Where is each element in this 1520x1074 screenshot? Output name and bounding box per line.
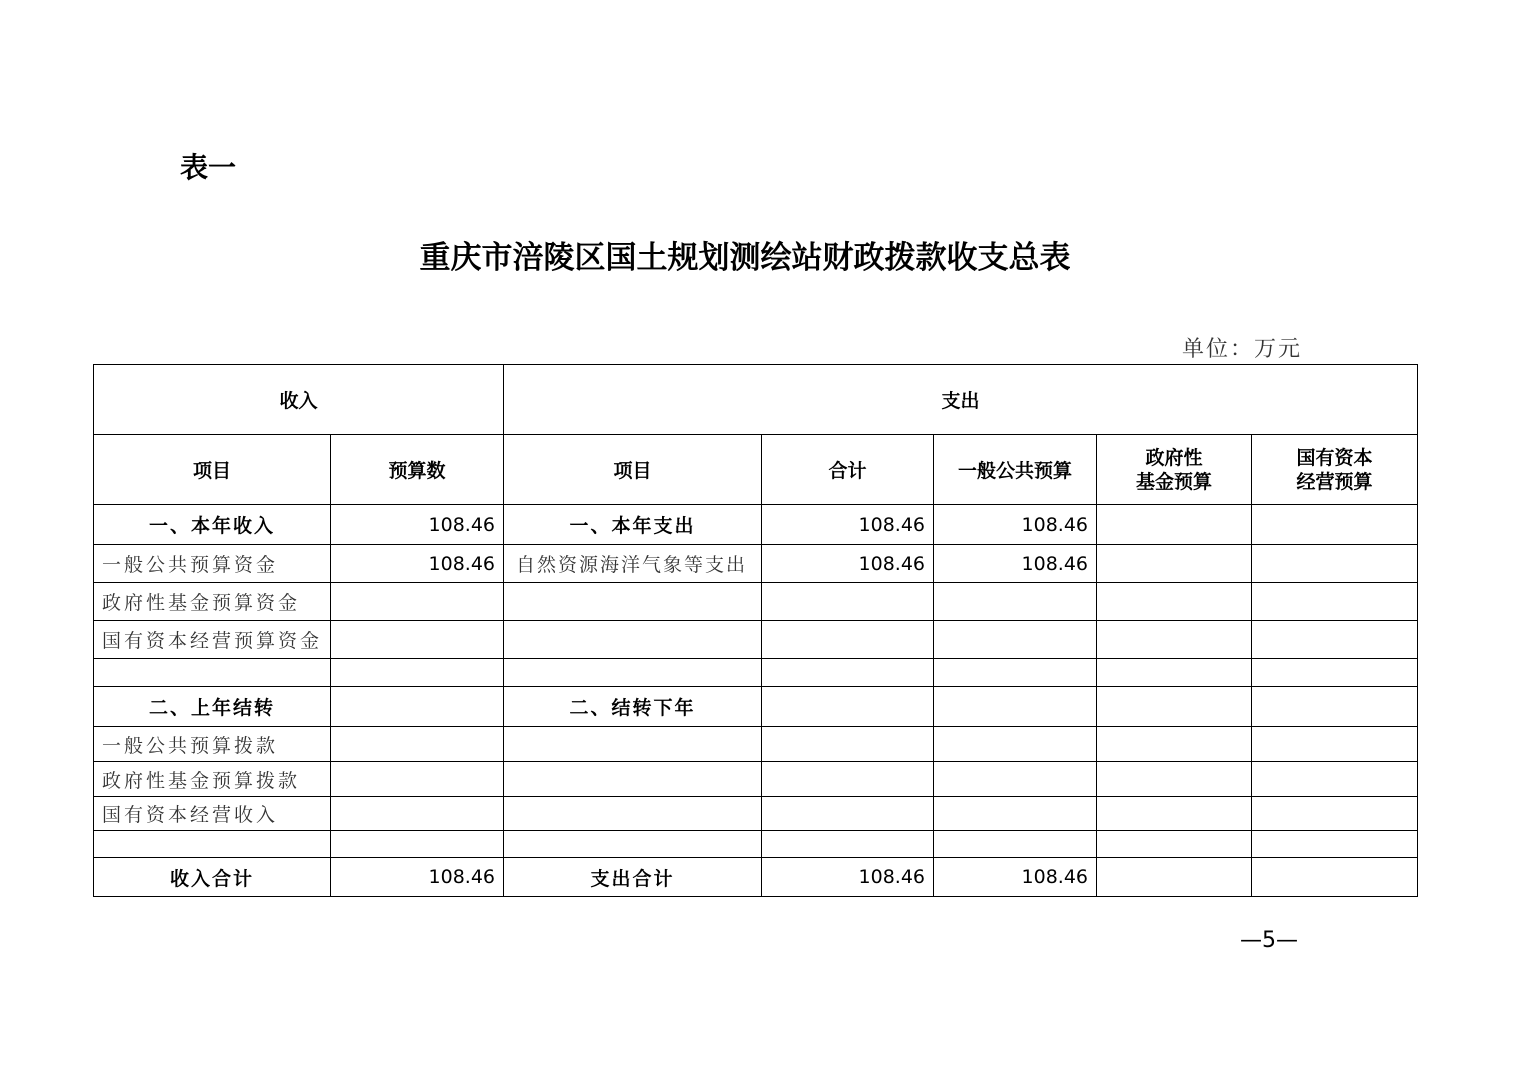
table-row [94,687,1418,727]
income-amount: 108.46 [331,505,504,545]
totals-row [94,858,1418,897]
income-amount [331,762,504,797]
income-total-amount: 108.46 [331,858,504,897]
expense-gov-fund [1097,583,1252,621]
expense-total [762,621,934,659]
expense-gov-fund [1097,727,1252,762]
col-header-total: 合计 [762,435,934,505]
expense-general [934,583,1097,621]
income-item: 一般公共预算拨款 [94,727,331,762]
expense-state-capital [1252,727,1418,762]
expense-general [934,687,1097,727]
income-item: 一、本年收入 [94,505,331,545]
expense-general [934,621,1097,659]
expense-item [504,727,762,762]
budget-summary-table [93,364,1418,897]
expense-gov-fund [1097,545,1252,583]
col-header-income-item: 项目 [94,435,331,505]
expense-state-capital [1252,505,1418,545]
expense-item: 自然资源海洋气象等支出 [504,545,762,583]
expense-gov-fund [1097,858,1252,897]
col-header-gov-fund [1097,435,1252,505]
table-row [94,659,1418,687]
income-item: 国有资本经营预算资金 [94,621,331,659]
income-amount [331,583,504,621]
expense-gov-fund [1097,659,1252,687]
unit-label: 单位：万元 [1182,337,1303,362]
expense-general: 108.46 [934,545,1097,583]
income-amount [331,659,504,687]
table-row [94,583,1418,621]
income-item [94,659,331,687]
income-header: 收入 [94,365,504,435]
income-item: 国有资本经营收入 [94,797,331,831]
expense-gov-fund [1097,687,1252,727]
expense-state-capital [1252,858,1418,897]
table-number-label: 表一 [180,151,237,184]
income-item: 政府性基金预算资金 [94,583,331,621]
table-row [94,505,1418,545]
expense-state-capital [1252,831,1418,858]
table-row [94,727,1418,762]
expense-gov-fund [1097,762,1252,797]
expense-total [762,687,934,727]
expense-gov-fund [1097,797,1252,831]
col-header-expense-item: 项目 [504,435,762,505]
income-amount: 108.46 [331,545,504,583]
income-item: 二、上年结转 [94,687,331,727]
income-amount [331,831,504,858]
header-row-columns [94,435,1418,505]
col-header-state-capital-line1: 国有资本 [1296,446,1373,469]
expense-item [504,831,762,858]
income-item: 一般公共预算资金 [94,545,331,583]
expense-state-capital [1252,687,1418,727]
expense-total [762,727,934,762]
income-amount [331,621,504,659]
income-item [94,831,331,858]
expense-state-capital [1252,621,1418,659]
expense-gov-fund [1097,505,1252,545]
expense-item: 二、结转下年 [504,687,762,727]
expense-total [762,583,934,621]
expense-item [504,583,762,621]
income-amount [331,687,504,727]
col-header-state-capital [1252,435,1418,505]
expense-total [762,831,934,858]
expense-general: 108.46 [934,858,1097,897]
table-row [94,762,1418,797]
expense-general [934,797,1097,831]
income-item: 政府性基金预算拨款 [94,762,331,797]
income-total-label: 收入合计 [94,858,331,897]
expense-general [934,831,1097,858]
expense-total [762,762,934,797]
table-row [94,621,1418,659]
col-header-state-capital-line2: 经营预算 [1296,470,1373,493]
expense-total: 108.46 [762,858,934,897]
expense-state-capital [1252,583,1418,621]
expense-total [762,797,934,831]
expense-item: 一、本年支出 [504,505,762,545]
col-header-gov-fund-line1: 政府性 [1145,446,1203,469]
expense-state-capital [1252,545,1418,583]
expense-general [934,762,1097,797]
expense-item [504,762,762,797]
expense-total: 108.46 [762,505,934,545]
expense-item [504,659,762,687]
expense-item [504,621,762,659]
table-row [94,797,1418,831]
table-row [94,545,1418,583]
header-row-top [94,365,1418,435]
expense-total [762,659,934,687]
income-amount [331,727,504,762]
expense-gov-fund [1097,621,1252,659]
income-amount [331,797,504,831]
expense-general [934,659,1097,687]
expense-general [934,727,1097,762]
col-header-budget: 预算数 [331,435,504,505]
expense-state-capital [1252,762,1418,797]
page-number: —5— [1240,928,1298,953]
col-header-gov-fund-line2: 基金预算 [1136,470,1213,493]
expense-state-capital [1252,797,1418,831]
document-title: 重庆市涪陵区国土规划测绘站财政拨款收支总表 [419,240,1071,276]
expense-general: 108.46 [934,505,1097,545]
table-row [94,831,1418,858]
expense-state-capital [1252,659,1418,687]
expense-total: 108.46 [762,545,934,583]
col-header-general-budget: 一般公共预算 [934,435,1097,505]
expense-gov-fund [1097,831,1252,858]
expense-header: 支出 [504,365,1418,435]
expense-item [504,797,762,831]
expense-total-label: 支出合计 [504,858,762,897]
